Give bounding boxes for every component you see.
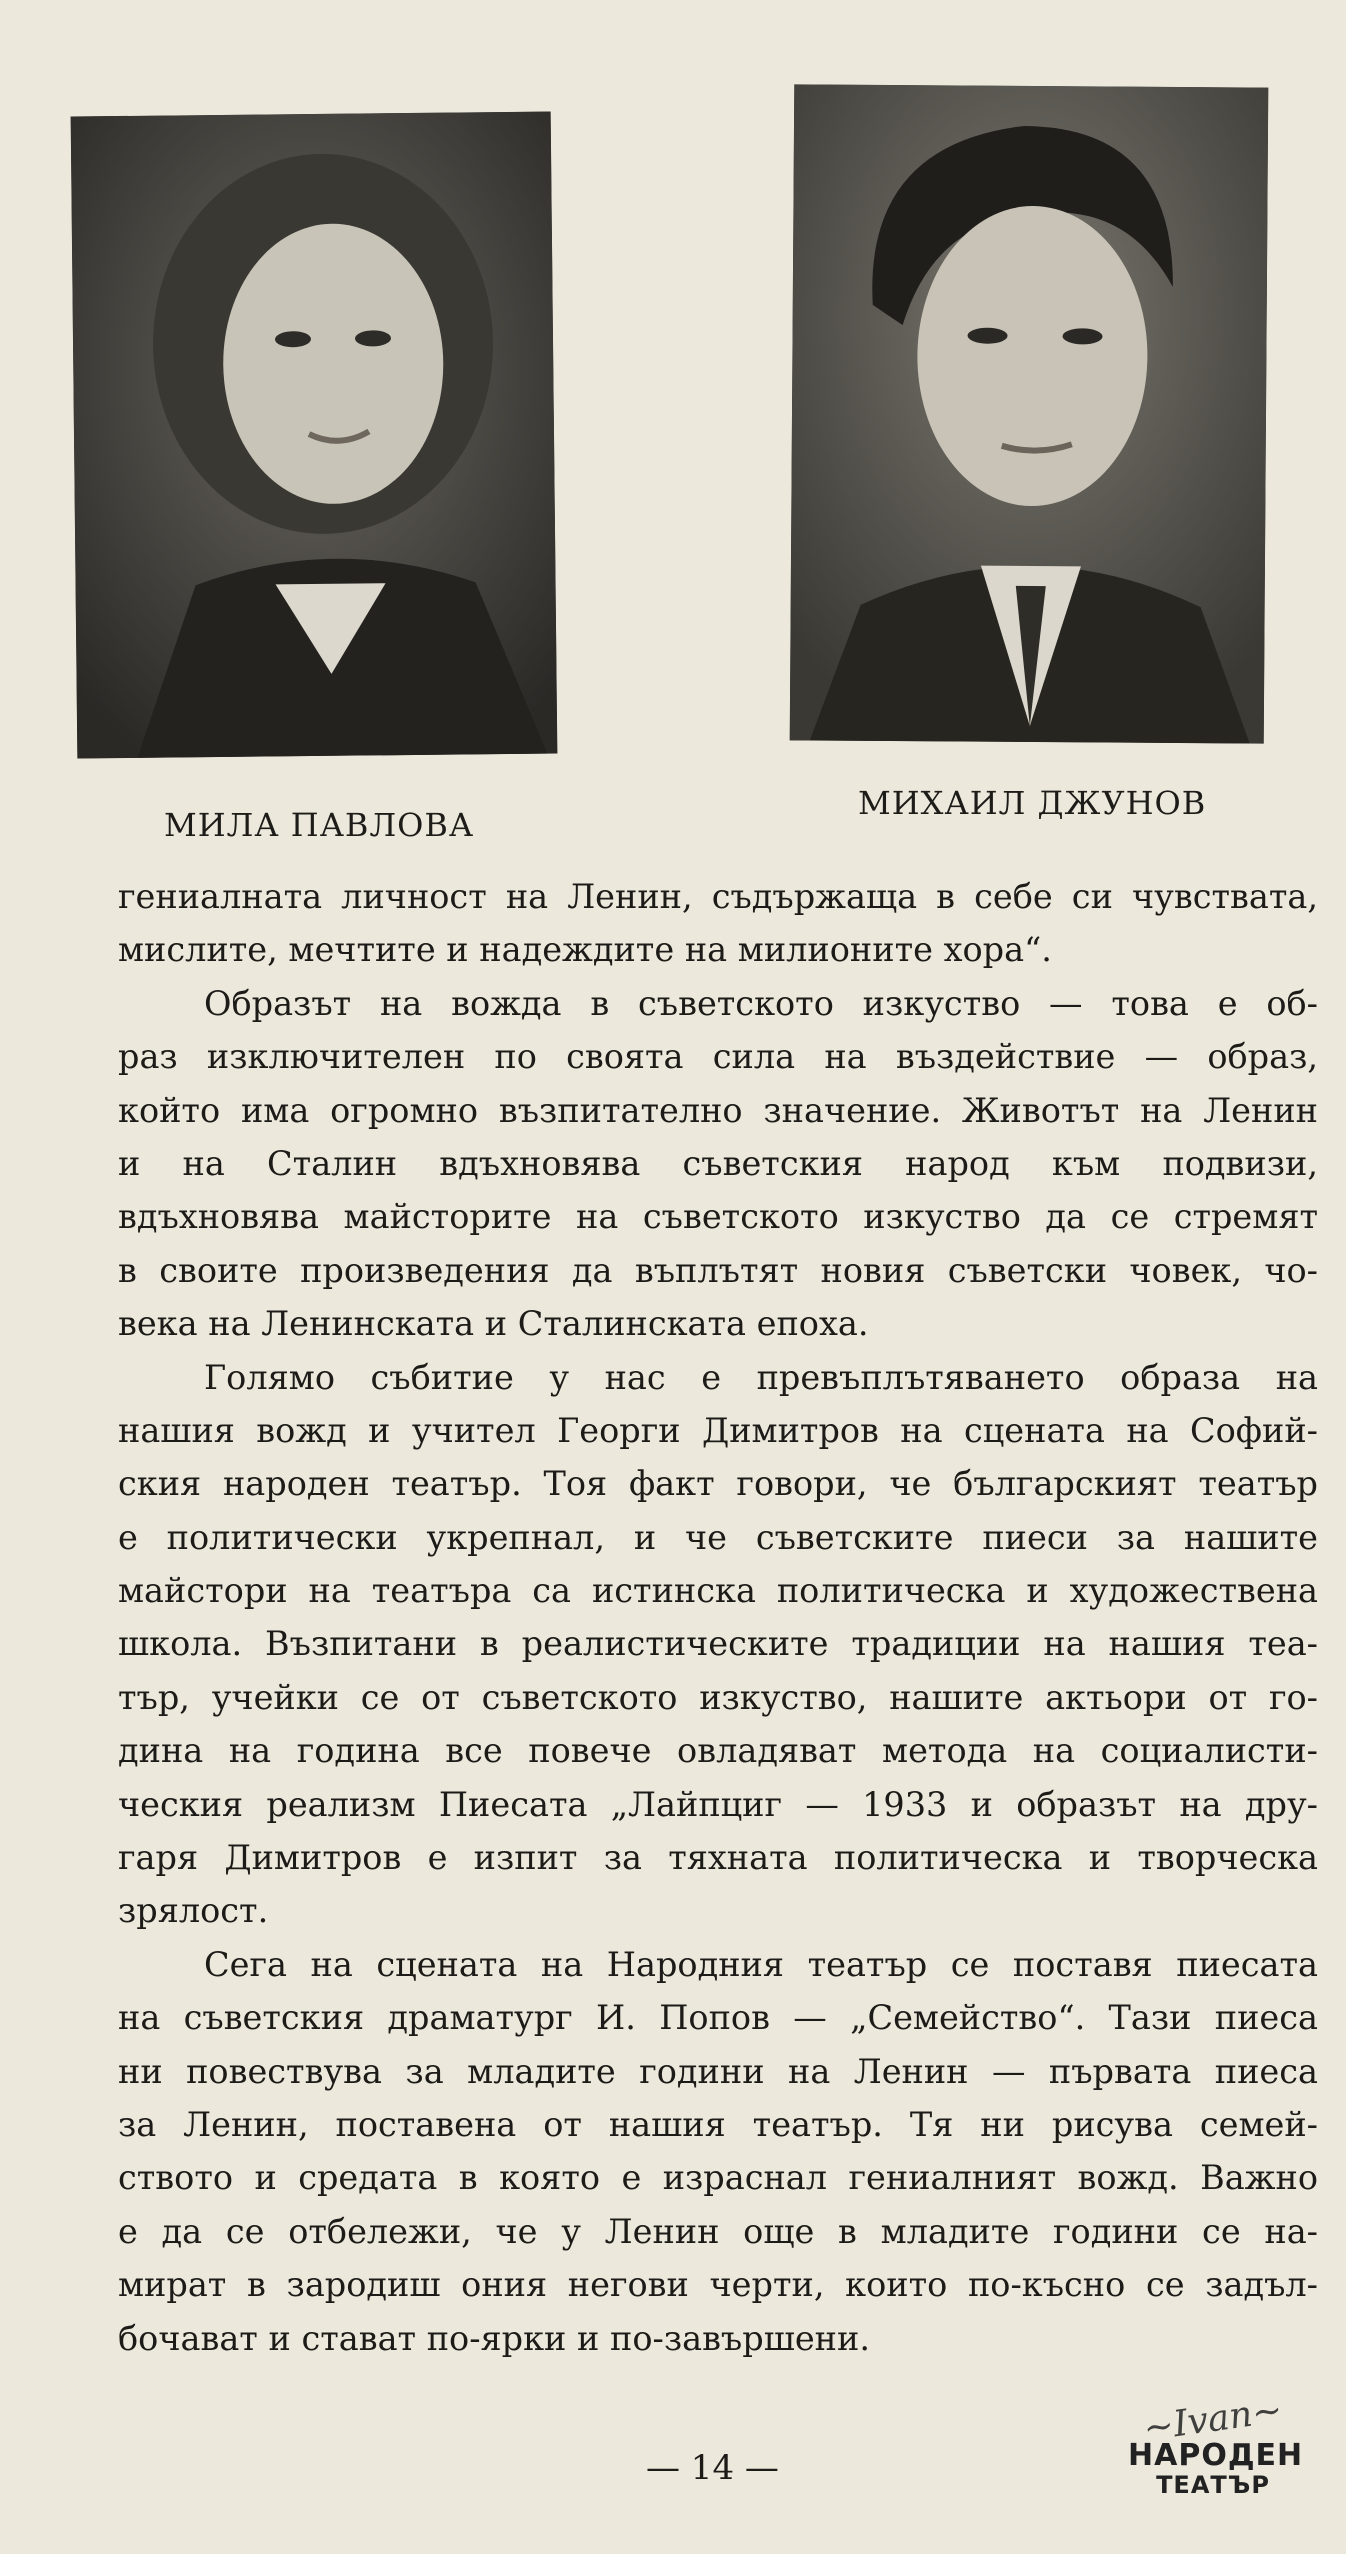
text-line: Голямо събитие у нас е превъплътяването образа на — [204, 1357, 1318, 1397]
text-line: за Ленин, поставена от нашия театър. Тя ни рисува семей- — [118, 2104, 1318, 2144]
man-portrait-image — [790, 84, 1269, 743]
stamp-line-2: ТЕАТЪР — [1156, 2471, 1270, 2499]
woman-portrait-image — [71, 112, 558, 759]
text-line: ството и средата в която е израснал гениалният вожд. Важно — [118, 2158, 1318, 2198]
text-line: гениалната личност на Ленин, съдържаща в себе си чувствата, — [118, 877, 1318, 916]
stamp-signature: ~Ivan~ — [1140, 2389, 1285, 2450]
body-text — [118, 870, 1318, 2365]
caption-right: МИХАИЛ ДЖУНОВ — [858, 784, 1207, 822]
text-line: бочават и стават по-ярки и по-завършени. — [118, 2318, 870, 2358]
text-line: на съветския драматург И. Попов — „Семейство“. Тази пиеса — [118, 1998, 1318, 2038]
text-line: който има огромно възпитателно значение. Животът на Ленин — [118, 1090, 1318, 1130]
text-line: школа. Възпитани в реалистическите традиции на нашия теа- — [118, 1624, 1318, 1664]
text-line: ския народен театър. Тоя факт говори, че българският театър — [118, 1464, 1318, 1504]
text-line: мират в зародиш ония негови черти, които по-късно се задъл- — [118, 2265, 1318, 2305]
text-line: Образът на вожда в съветското изкуство — това е об- — [204, 983, 1318, 1023]
text-line: майстори на театъра са истинска политическа и художествена — [118, 1571, 1318, 1611]
text-line: раз изключителен по своята сила на въздействие — образ, — [118, 1037, 1318, 1077]
text-line: века на Ленинската и Сталинската епоха. — [118, 1304, 869, 1344]
text-line: Сега на сцената на Народния театър се поставя пиесата — [204, 1944, 1318, 1984]
library-stamp — [1128, 2389, 1304, 2520]
text-line: мислите, мечтите и надеждите на милионите хора“. — [118, 930, 1052, 970]
portrait-photo-left — [71, 112, 558, 759]
text-line: вдъхновява майсторите на съветското изкуство да се стремят — [118, 1197, 1318, 1237]
text-line: гаря Димитров е изпит за тяхната политическа и творческа — [118, 1838, 1318, 1878]
text-line: е да се отбележи, че у Ленин още в младите години се на- — [118, 2211, 1318, 2251]
caption-left: МИЛА ПАВЛОВА — [164, 806, 475, 844]
text-line: е политически укрепнал, и че съветските пиеси за нашите — [118, 1517, 1318, 1557]
text-line: нашия вожд и учител Георги Димитров на сцената на Софий- — [118, 1410, 1318, 1450]
text-line: ни повествува за младите години на Ленин — първата пиеса — [118, 2051, 1318, 2091]
text-line: ческия реализм Пиесата „Лайпциг — 1933 и образът на дру- — [118, 1784, 1318, 1824]
text-line: в своите произведения да въплътят новия съветски човек, чо- — [118, 1250, 1318, 1290]
text-line: и на Сталин вдъхновява съветския народ към подвизи, — [118, 1143, 1318, 1183]
portrait-photo-right — [790, 84, 1269, 743]
text-line: тър, учейки се от съветското изкуство, нашите актьори от го- — [118, 1677, 1318, 1717]
stamp-line-1: НАРОДЕН — [1128, 2438, 1304, 2473]
text-line: дина на година все повече овладяват метода на социалисти- — [118, 1731, 1318, 1771]
page-number: — 14 — — [646, 2448, 779, 2488]
text-line: зрялост. — [118, 1891, 269, 1931]
